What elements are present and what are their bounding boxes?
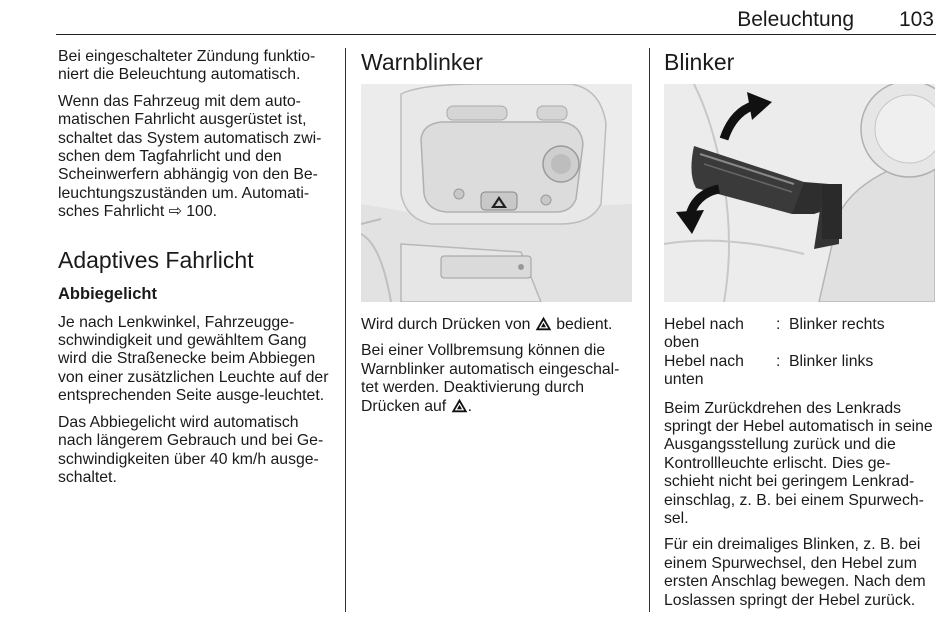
hazard-operation-text: Wird durch Drücken von bbox=[361, 316, 535, 333]
lever-position-label: Hebel nach unten bbox=[664, 352, 744, 389]
column-middle bbox=[361, 48, 635, 424]
separator: : bbox=[776, 352, 781, 370]
column-divider bbox=[649, 48, 650, 612]
column-left bbox=[58, 48, 330, 495]
lever-return-paragraph: Beim Zurückdrehen des Lenkrads springt der Hebel automatisch in seine Ausgangsstellung zurück und die Kontrollleuchte erlischt. Dies ge-schieht nicht bei geringem Lenkrad-einschlag, z. B. bei einem Spurwech-sel. bbox=[664, 399, 933, 528]
table-row bbox=[664, 316, 885, 353]
page-number: 103 bbox=[898, 8, 934, 31]
turn-signal-illustration bbox=[664, 84, 935, 302]
auto-light-paragraph bbox=[58, 93, 330, 222]
heading-turn-signal: Blinker bbox=[664, 49, 735, 75]
page-ref-number: 100. bbox=[186, 203, 218, 221]
separator: : bbox=[776, 316, 781, 333]
table-row bbox=[664, 353, 885, 390]
column-right bbox=[664, 48, 940, 618]
hazard-switch-illustration bbox=[361, 84, 632, 302]
cornering-off-paragraph: Das Abbiegelicht wird automatisch nach längerem Gebrauch und bei Ge-schwindigkeiten über 40 km/h ausge-schaltet. bbox=[58, 413, 324, 486]
heading-adaptive-light: Adaptives Fahrlicht bbox=[58, 246, 254, 273]
overhead-console-drawing bbox=[361, 84, 632, 302]
lever-function-table bbox=[664, 316, 885, 390]
hazard-emergency-suffix: . bbox=[467, 397, 472, 415]
section-title: Beleuchtung bbox=[737, 8, 854, 31]
hazard-warning-icon bbox=[535, 316, 552, 331]
hazard-operation-paragraph bbox=[361, 316, 635, 334]
hazard-warning-icon bbox=[451, 398, 468, 413]
page-header bbox=[56, 6, 936, 35]
hazard-emergency-paragraph bbox=[361, 342, 635, 416]
auto-light-text: Wenn das Fahrzeug mit dem auto-matischen Fahrlicht ausgerüstet ist, schaltet das System automatisch zwi-schen dem Tagfahrlicht und den Scheinwerfern abhängig von den Be-leuchtungszuständen um. Automati-sches Fahrlicht bbox=[58, 92, 322, 221]
subheading-cornering-light: Abbiegelicht bbox=[58, 284, 158, 303]
page-ref-icon: ⇨ bbox=[168, 203, 182, 221]
intro-paragraph: Bei eingeschalteter Zündung funktio-niert die Beleuchtung automatisch. bbox=[58, 48, 316, 84]
cornering-paragraph: Je nach Lenkwinkel, Fahrzeugge-schwindigkeit und gewähltem Gang wird die Straßenecke beim Abbiegen von einer zusätzlichen Leuchte auf der entsprechenden Seite ausge-leuchtet. bbox=[58, 313, 329, 405]
lever-function-value: Blinker rechts bbox=[789, 316, 885, 333]
lever-function-value: Blinker links bbox=[789, 352, 874, 370]
column-divider bbox=[345, 48, 346, 612]
lever-position-label: Hebel nach oben bbox=[664, 316, 744, 352]
heading-hazard: Warnblinker bbox=[361, 49, 483, 75]
lever-drawing bbox=[664, 84, 935, 302]
hazard-operation-suffix: bedient. bbox=[551, 316, 613, 333]
triple-blink-paragraph: Für ein dreimaliges Blinken, z. B. bei einem Spurwechsel, den Hebel zum ersten Anschlag bewegen. Nach dem Loslassen springt der Hebel zurück. bbox=[664, 536, 926, 609]
hazard-emergency-text: Bei einer Vollbremsung können die Warnblinker automatisch eingeschal-tet werden. Deaktivierung durch Drücken auf bbox=[361, 342, 620, 415]
